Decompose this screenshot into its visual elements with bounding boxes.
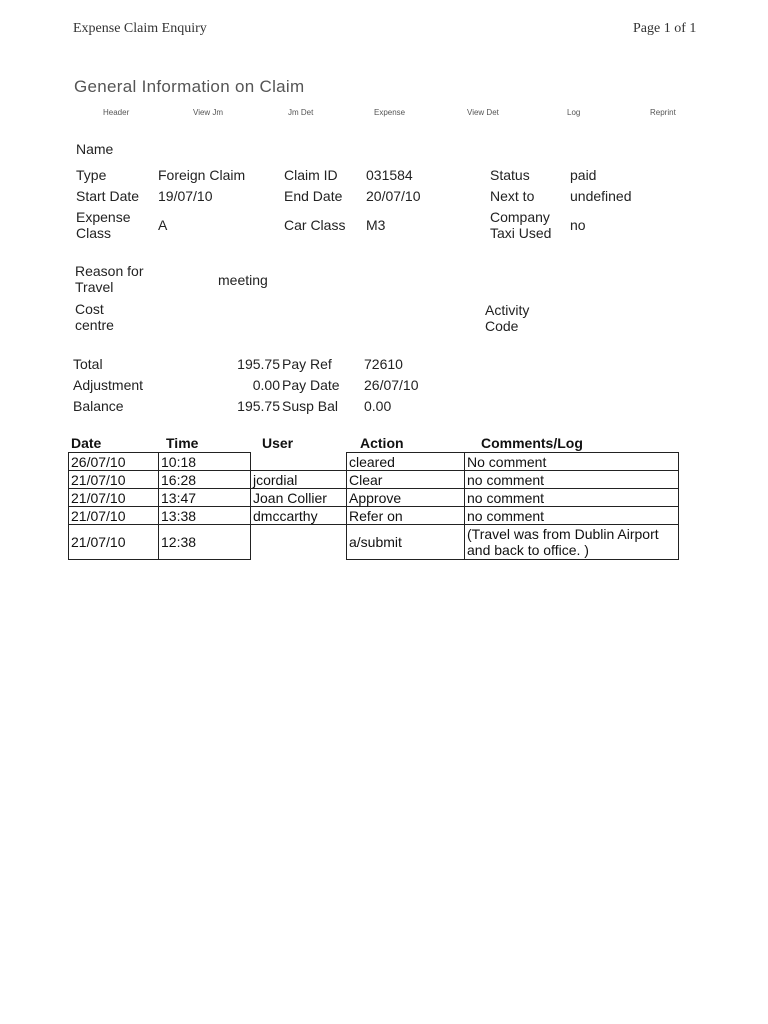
log-time: 13:38 [159, 507, 251, 525]
car-class-value: M3 [366, 217, 386, 233]
end-date-label: End Date [284, 188, 343, 204]
expense-class-value: A [158, 217, 168, 233]
log-user: dmccarthy [251, 507, 347, 525]
log-user: jcordial [251, 471, 347, 489]
log-user [251, 453, 347, 471]
table-row [69, 489, 679, 507]
log-time: 13:47 [159, 489, 251, 507]
claim-id-value: 031584 [366, 167, 413, 183]
adjustment-value: 0.00 [252, 377, 280, 393]
pay-ref-label: Pay Ref [282, 356, 332, 372]
log-time: 10:18 [159, 453, 251, 471]
log-action: Clear [347, 471, 465, 489]
reason-value: meeting [218, 272, 268, 288]
status-value: paid [570, 167, 597, 183]
company-taxi-value: no [570, 217, 586, 233]
status-label: Status [490, 167, 530, 183]
log-action: cleared [347, 453, 465, 471]
pay-ref-value: 72610 [364, 356, 403, 372]
log-action: a/submit [347, 525, 465, 560]
tab-jm-det[interactable]: Jm Det [288, 108, 314, 117]
log-header-date: Date [71, 435, 102, 451]
next-to-value: undefined [570, 188, 632, 204]
log-action: Approve [347, 489, 465, 507]
name-label: Name [76, 141, 114, 157]
page-number: Page 1 of 1 [633, 21, 697, 36]
company-taxi-label: Company Taxi Used [490, 209, 552, 241]
log-date: 21/07/10 [69, 525, 159, 560]
document-title: Expense Claim Enquiry [73, 21, 207, 36]
susp-bal-label: Susp Bal [282, 398, 339, 414]
log-comment: No comment [465, 453, 679, 471]
type-value: Foreign Claim [158, 167, 246, 183]
log-header-comments: Comments/Log [481, 435, 583, 451]
log-date: 21/07/10 [69, 507, 159, 525]
start-date-label: Start Date [76, 188, 140, 204]
log-date: 21/07/10 [69, 471, 159, 489]
log-user [251, 525, 347, 560]
claim-id-label: Claim ID [284, 167, 338, 183]
cost-centre-label: Cost centre [75, 301, 114, 333]
end-date-value: 20/07/10 [366, 188, 421, 204]
table-row [69, 453, 679, 471]
adjustment-label: Adjustment [73, 377, 144, 393]
log-date: 21/07/10 [69, 489, 159, 507]
activity-code-label: Activity Code [485, 302, 530, 334]
table-row [69, 471, 679, 489]
log-header-user: User [262, 435, 294, 451]
log-table [68, 452, 679, 560]
tab-log[interactable]: Log [567, 108, 581, 117]
type-label: Type [76, 167, 107, 183]
log-user: Joan Collier [251, 489, 347, 507]
tab-expense[interactable]: Expense [374, 108, 406, 117]
start-date-value: 19/07/10 [158, 188, 213, 204]
car-class-label: Car Class [284, 217, 346, 233]
log-comment: no comment [465, 489, 679, 507]
log-time: 16:28 [159, 471, 251, 489]
table-row [69, 525, 679, 560]
section-title: General Information on Claim [74, 77, 305, 96]
expense-class-label: Expense Class [76, 209, 131, 241]
pay-date-label: Pay Date [282, 377, 340, 393]
balance-label: Balance [73, 398, 124, 414]
tab-header[interactable]: Header [103, 108, 130, 117]
tab-reprint[interactable]: Reprint [650, 108, 676, 117]
next-to-label: Next to [490, 188, 535, 204]
log-comment: (Travel was from Dublin Airport and back to office. ) [465, 525, 679, 560]
total-label: Total [73, 356, 103, 372]
log-comment: no comment [465, 507, 679, 525]
log-header-time: Time [166, 435, 199, 451]
pay-date-value: 26/07/10 [364, 377, 419, 393]
log-header-action: Action [360, 435, 404, 451]
reason-label: Reason for Travel [75, 263, 144, 295]
log-action: Refer on [347, 507, 465, 525]
tab-view-det[interactable]: View Det [467, 108, 499, 117]
susp-bal-value: 0.00 [364, 398, 392, 414]
log-time: 12:38 [159, 525, 251, 560]
table-row [69, 507, 679, 525]
log-date: 26/07/10 [69, 453, 159, 471]
total-value: 195.75 [237, 356, 280, 372]
tab-view-jm[interactable]: View Jm [193, 108, 224, 117]
balance-value: 195.75 [237, 398, 280, 414]
log-comment: no comment [465, 471, 679, 489]
